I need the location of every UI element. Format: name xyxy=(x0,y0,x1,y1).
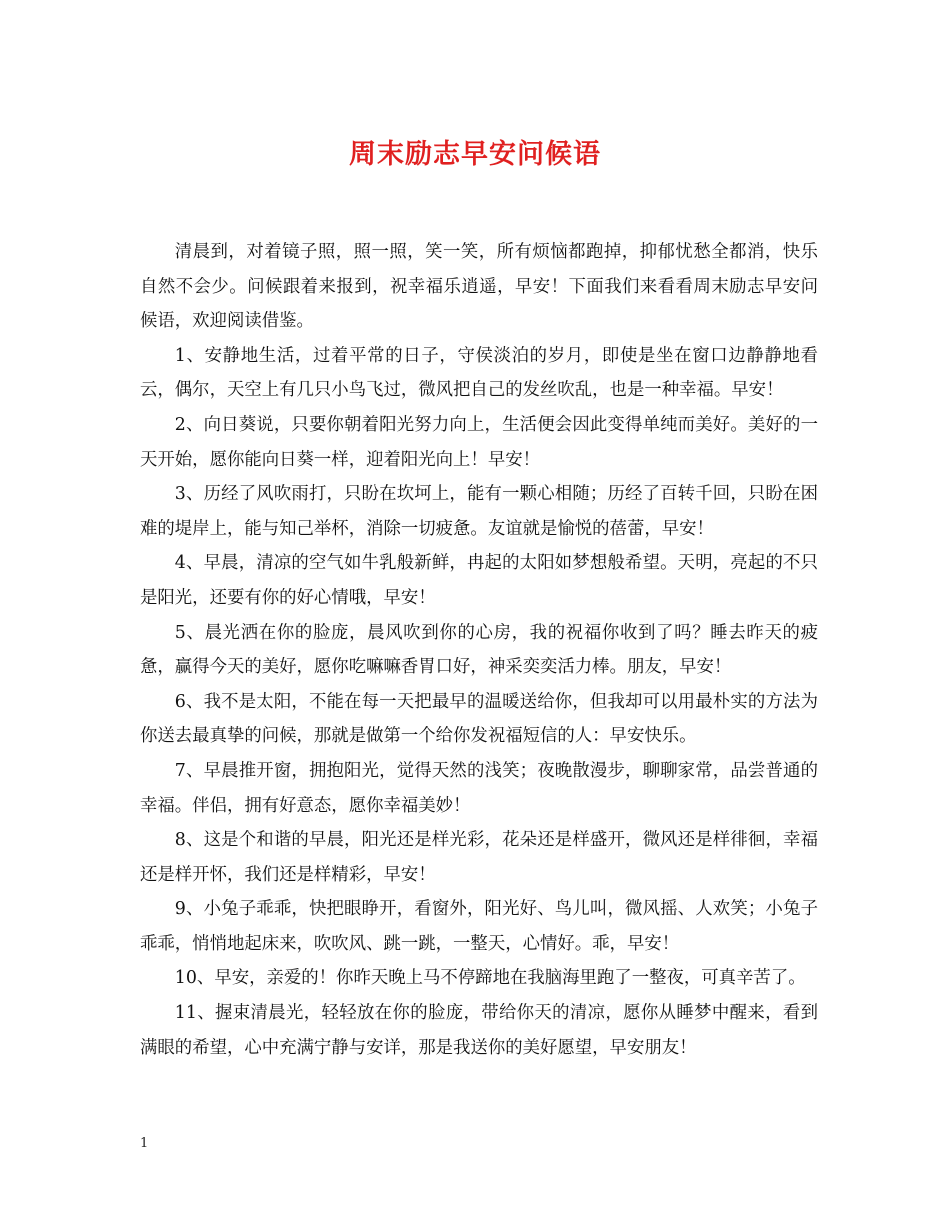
document-body xyxy=(140,235,818,1065)
greeting-item-7: 7、早晨推开窗，拥抱阳光，觉得天然的浅笑；夜晚散漫步，聊聊家常，品尝普通的幸福。伴侣，拥有好意态，愿你幸福美妙！ xyxy=(140,760,818,816)
greeting-item-1: 1、安静地生活，过着平常的日子，守侯淡泊的岁月，即使是坐在窗口边静静地看云，偶尔，天空上有几只小鸟飞过，微风把自己的发丝吹乱，也是一种幸福。早安！ xyxy=(140,345,818,401)
greeting-item-9: 9、小兔子乖乖，快把眼睁开，看窗外，阳光好、鸟儿叫，微风摇、人欢笑；小兔子乖乖，悄悄地起床来，吹吹风、跳一跳，一整天，心情好。乖，早安！ xyxy=(140,899,818,954)
greeting-item-4: 4、早晨，清凉的空气如牛乳般新鲜，冉起的太阳如梦想般希望。天明，亮起的不只是阳光，还要有你的好心情哦，早安！ xyxy=(140,553,818,608)
greeting-item-5: 5、晨光洒在你的脸庞，晨风吹到你的心房，我的祝福你收到了吗？睡去昨天的疲惫，赢得今天的美好，愿你吃嘛嘛香胃口好，神采奕奕活力棒。朋友，早安！ xyxy=(140,622,818,678)
intro-paragraph: 清晨到，对着镜子照，照一照，笑一笑，所有烦恼都跑掉，抑郁忧愁全都消，快乐自然不会少。问候跟着来报到，祝幸福乐逍遥，早安！下面我们来看看周末励志早安问候语，欢迎阅读借鉴。 xyxy=(140,242,818,332)
greeting-item-2: 2、向日葵说，只要你朝着阳光努力向上，生活便会因此变得单纯而美好。美好的一天开始，愿你能向日葵一样，迎着阳光向上！早安！ xyxy=(140,414,818,470)
greeting-item-8: 8、这是个和谐的早晨，阳光还是样光彩，花朵还是样盛开，微风还是样徘徊，幸福还是样开怀，我们还是样精彩，早安！ xyxy=(140,830,818,885)
greeting-item-6: 6、我不是太阳，不能在每一天把最早的温暖送给你，但我却可以用最朴实的方法为你送去最真挚的问候，那就是做第一个给你发祝福短信的人：早安快乐。 xyxy=(140,691,818,747)
page-number: 1 xyxy=(140,1136,149,1151)
greeting-item-11: 11、握束清晨光，轻轻放在你的脸庞，带给你天的清凉，愿你从睡梦中醒来，看到满眼的希望，心中充满宁静与安详，那是我送你的美好愿望，早安朋友！ xyxy=(140,1003,818,1058)
greeting-item-10: 10、早安，亲爱的！你昨天晚上马不停蹄地在我脑海里跑了一整夜，可真辛苦了。 xyxy=(174,968,806,989)
page-title: 周末励志早安问候语 xyxy=(349,139,601,170)
greeting-item-3: 3、历经了风吹雨打，只盼在坎坷上，能有一颗心相随；历经了百转千回，只盼在困难的堤岸上，能与知己举杯，消除一切疲惫。友谊就是愉悦的蓓蕾，早安！ xyxy=(140,484,818,539)
